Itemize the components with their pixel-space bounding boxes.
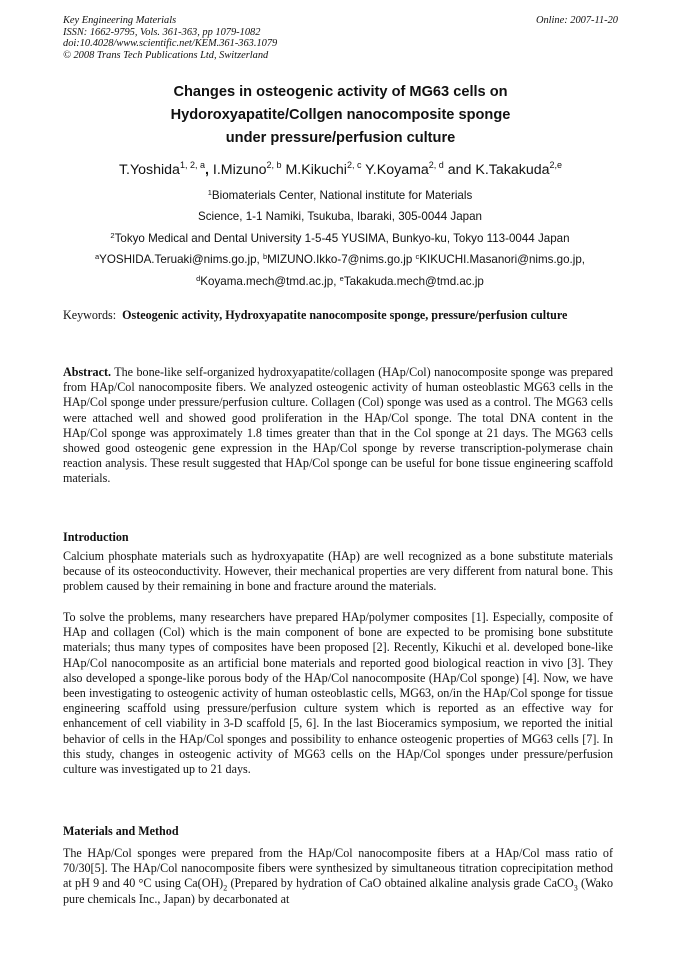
methods-text: (Wako pure chemicals Inc., Japan) by decarbonated at [63,876,613,906]
copyright-line: © 2008 Trans Tech Publications Ltd, Switzerland [63,49,269,61]
introduction-paragraph-2: To solve the problems, many researchers have prepared HAp/polymer composites [1]. Especially, composite of HAp and collagen (Col) which is the main component of bone are expected to be promising bone substitute materials; thus many types of composites have been proposed [2]. Recently, Kikuchi et al. developed bone-like HAp/Col nanocomposite as an artificial bone materials and reported good biological reaction in vivo [3]. They also developed a sponge-like porous body of the HAp/Col nanocomposite (HAp/Col sponge) [4]. Now, we have been investigating to osteogenic activity of human osteoblastic cells, MG63, on/in the HAp/Col sponge for tissue engineering scaffold using pressure/perfusion culture system which is reported as an effective way for enhancement of cell viability in 3-D scaffold [5, 6]. In the last Bioceramics symposium, we reported the initial behavior of cells in the HAp/Col sponges and possibility to enhance osteogenic properties of MG63 cells [7]. In this study, changes in osteogenic activity of MG63 cells on the HAp/Col sponges under pressure/perfusion culture was investigated up to 21 days. [63,610,613,777]
keywords-label: Keywords: [63,308,117,322]
abstract-text: The bone-like self-organized hydroxyapatite/collagen (HAp/Col) nanocomposite sponge was prepared from HAp/Col nanocomposite fibers. We analyzed osteogenic activity of human osteoblastic MG63 cells in the HAp/Col sponge under pressure/perfusion culture. Collagen (Col) sponge was used as a control. The MG63 cells were attached well and showed good proliferation in the HAp/Col sponge. The total DNA content in the HAp/Col sponge was approximately 1.8 times greater than that in the Col sponge at 21 days. The MG63 cells showed good osteogenic gene expression in the HAp/Col sponge by reverse transcription-polymerase chain reaction analysis. These result suggested that HAp/Col sponge can be useful for bone tissue engineering scaffold materials. [63,365,613,486]
affiliation-text: Tokyo Medical and Dental University 1-5-45 YUSIMA, Bunkyo-ku, Tokyo 113-0044 Japan [114,232,570,245]
subscript: 2 [223,883,228,893]
email-address[interactable]: MIZUNO.Ikko-7@nims.go.jp [267,253,413,266]
affiliation-mark: 1 [207,188,212,197]
paper-title [63,81,618,150]
author-name: Y.Koyama [365,162,429,178]
author-affiliation-mark: 2, c [346,160,362,170]
email-mark: a [94,252,100,261]
author-list: T.Yoshida$^{1, 2, a}$, I.Mizuno$^{2, b}$ M.Kikuchi$^{2, c}$ Y.Koyama$^{2, d}$ and K.Takakuda$^{2,e}$ [118,160,563,178]
email-mark: d [196,274,201,283]
abstract-label: Abstract. [63,365,112,379]
methods-text: The HAp/Col sponges were prepared from the HAp/Col nanocomposite fibers at a HAp/Col mass ratio of 70/30[5]. The HAp/Col nanocomposite fibers were synthesized by simultaneous titration coprecipitation method at pH 9 and 40 °C using Ca(OH) [63,846,613,891]
title-line-3: under pressure/perfusion culture [225,130,456,146]
affiliation-1-line-2 [40,209,640,224]
email-line-1 [40,252,640,267]
email-address[interactable]: Takakuda.mech@tmd.ac.jp [343,275,484,288]
introduction-paragraph-1: Calcium phosphate materials such as hydroxyapatite (HAp) are well recognized as a bone substitute materials because of its osteoconductivity. However, their mechanical properties are very different from natural bone. This problem caused by their remaining in bone and fracture around the materials. [63,549,613,594]
email-mark: b [262,252,268,261]
keywords-text: Osteogenic activity, Hydroxyapatite nanocomposite sponge, pressure/perfusion culture [122,308,568,322]
author-affiliation-mark: 2,e [549,160,563,170]
author-name: T.Yoshida [118,162,180,178]
doi-line: doi:10.4028/www.scientific.net/KEM.361-363.1079 [63,38,278,50]
email-mark: c [415,252,420,261]
online-date: Online: 2007-11-20 [535,15,618,26]
email-address[interactable]: KIKUCHI.Masanori@nims.go.jp, [419,253,586,266]
methods-paragraph-1 [63,846,613,907]
email-mark: e [339,274,344,283]
title-line-1: Changes in osteogenic activity of MG63 cells on [173,84,508,100]
author-conjunction: and [447,162,472,178]
affiliation-mark: 2 [110,231,115,240]
affiliation-text: Biomaterials Center, National institute for Materials [211,189,473,202]
email-address[interactable]: Koyama.mech@tmd.ac.jp, [200,275,337,288]
keywords [63,308,613,323]
author-name: K.Takakuda [475,162,550,178]
abstract [63,365,613,487]
email-address[interactable]: YOSHIDA.Teruaki@nims.go.jp, [99,253,260,266]
section-heading-methods: Materials and Method [63,824,179,838]
affiliation-text: Science, 1-1 Namiki, Tsukuba, Ibaraki, 305-0044 Japan [198,210,482,223]
journal-header [63,15,618,61]
title-line-2: Hydoroxyapatite/Collgen nanocomposite sponge [170,107,511,123]
author-affiliation-mark: 2, b [266,160,282,170]
author-name: I.Mizuno [212,162,267,178]
author-name: M.Kikuchi [285,162,347,178]
author-affiliation-mark: 2, d [428,160,444,170]
author-affiliation-mark: 1, 2, a [179,160,205,170]
issn-line: ISSN: 1662-9795, Vols. 361-363, pp 1079-1082 [63,26,261,38]
affiliation-1-line-1 [40,188,640,203]
affiliation-2 [40,231,640,246]
methods-text: (Prepared by hydration of CaO obtained alkaline analysis grade CaCO [227,876,574,891]
email-line-2 [40,274,640,289]
subscript: 3 [573,883,578,893]
journal-name: Key Engineering Materials [63,15,177,26]
section-heading-introduction: Introduction [63,530,129,544]
